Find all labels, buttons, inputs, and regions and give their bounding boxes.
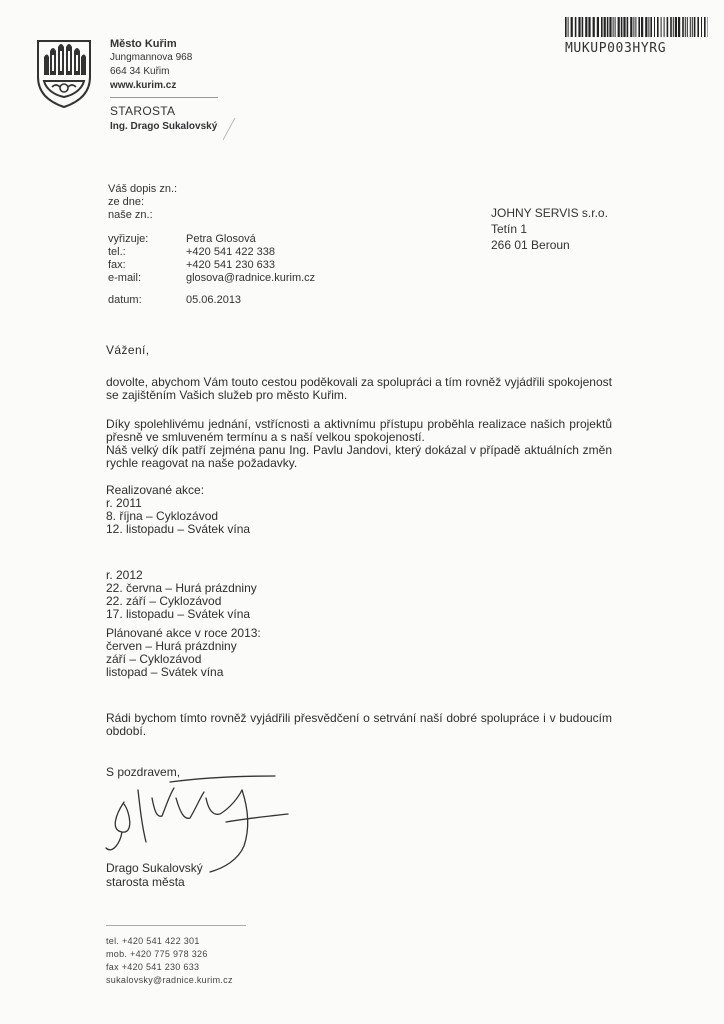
list-item: 22. června – Hurá prázdniny	[106, 581, 257, 595]
realized-events-2012	[106, 569, 257, 621]
contact-values	[186, 233, 315, 307]
fax-label: fax:	[108, 259, 126, 271]
handled-by: Petra Glosová	[186, 233, 256, 245]
list-item: 22. září – Cyklozávod	[106, 594, 222, 608]
planned-heading: Plánované akce v roce 2013:	[106, 626, 261, 640]
decorative-slash	[222, 117, 236, 141]
footer-contact	[106, 935, 233, 987]
org-name: Město Kuřim	[110, 38, 177, 50]
org-city: 664 34 Kuřim	[110, 66, 170, 77]
paragraph-closing: Rádi bychom tímto rovněž vyjádřili přesvědčení o setrvání naší dobré spolupráce i v budoucím období.	[106, 711, 612, 738]
realized-events-2011	[106, 484, 250, 536]
addressee-company: JOHNY SERVIS s.r.o.	[491, 206, 608, 220]
signer-role: starosta města	[106, 875, 185, 889]
paragraph-intro: dovolte, abychom Vám touto cestou poděkovali za spolupráci a tím rovněž vyjádřili spokojenost se zajištěním Vašich služeb pro město Kuřim.	[106, 375, 612, 402]
paragraph-thanks	[106, 418, 612, 470]
email-label: e-mail:	[108, 272, 142, 284]
list-item: září – Cyklozávod	[106, 652, 202, 666]
handled-by-label: vyřizuje:	[108, 233, 149, 245]
date-label: ze dne:	[108, 196, 145, 208]
addressee-street: Tetín 1	[491, 222, 528, 236]
organization-block	[110, 37, 192, 93]
signer-block	[106, 861, 203, 889]
barcode-text: MUKUP003HYRG	[565, 41, 667, 56]
tel-value: +420 541 422 338	[186, 246, 276, 258]
year-2011: r. 2011	[106, 496, 142, 510]
mayor-name: Ing. Drago Sukalovský	[110, 121, 218, 132]
datum-value: 05.06.2013	[186, 294, 242, 306]
addressee-block	[491, 205, 608, 253]
reference-labels	[108, 183, 177, 222]
list-item: 12. listopadu – Svátek vína	[106, 522, 251, 536]
tel-label: tel.:	[108, 246, 126, 258]
header-divider	[110, 97, 218, 98]
mayor-role: STAROSTA	[110, 104, 176, 118]
footer-fax: fax +420 541 230 633	[106, 962, 200, 972]
footer-email: sukalovsky@radnice.kurim.cz	[106, 975, 233, 985]
town-crest-icon	[34, 37, 94, 109]
list-item: 17. listopadu – Svátek vína	[106, 607, 251, 621]
fax-value: +420 541 230 633	[186, 259, 276, 271]
footer-tel: tel. +420 541 422 301	[106, 936, 200, 946]
datum-label: datum:	[108, 294, 142, 306]
email-value: glosova@radnice.kurim.cz	[186, 272, 316, 284]
org-street: Jungmannova 968	[110, 52, 193, 63]
your-letter-label: Váš dopis zn.:	[108, 183, 178, 195]
footer-divider	[106, 925, 246, 926]
footer-mob: mob. +420 775 978 326	[106, 949, 208, 959]
year-2012: r. 2012	[106, 568, 143, 582]
our-ref-label: naše zn.:	[108, 209, 153, 221]
list-item: červen – Hurá prázdniny	[106, 639, 237, 653]
list-item: 8. října – Cyklozávod	[106, 509, 219, 523]
mayor-block	[110, 104, 217, 134]
greeting: S pozdravem,	[106, 765, 181, 779]
salutation: Vážení,	[106, 343, 150, 357]
list-item: listopad – Svátek vína	[106, 665, 224, 679]
paragraph-thanks-b: Náš velký dík patří zejména panu Ing. Pavlu Jandovi, který dokázal v případě aktuálních změn rychle reagovat na naše požadavky.	[106, 443, 612, 470]
addressee-city: 266 01 Beroun	[491, 238, 570, 252]
planned-events-2013	[106, 627, 261, 679]
paragraph-thanks-a: Díky spolehlivému jednání, vstřícnosti a aktivnímu přístupu proběhla realizace našich projektů přesně ve smluveném termínu a s naší velkou spokojeností.	[106, 417, 612, 444]
barcode	[565, 17, 708, 37]
contact-labels	[108, 233, 148, 307]
signer-name: Drago Sukalovský	[106, 861, 203, 875]
org-web: www.kurim.cz	[110, 80, 177, 91]
realized-heading: Realizované akce:	[106, 483, 205, 497]
